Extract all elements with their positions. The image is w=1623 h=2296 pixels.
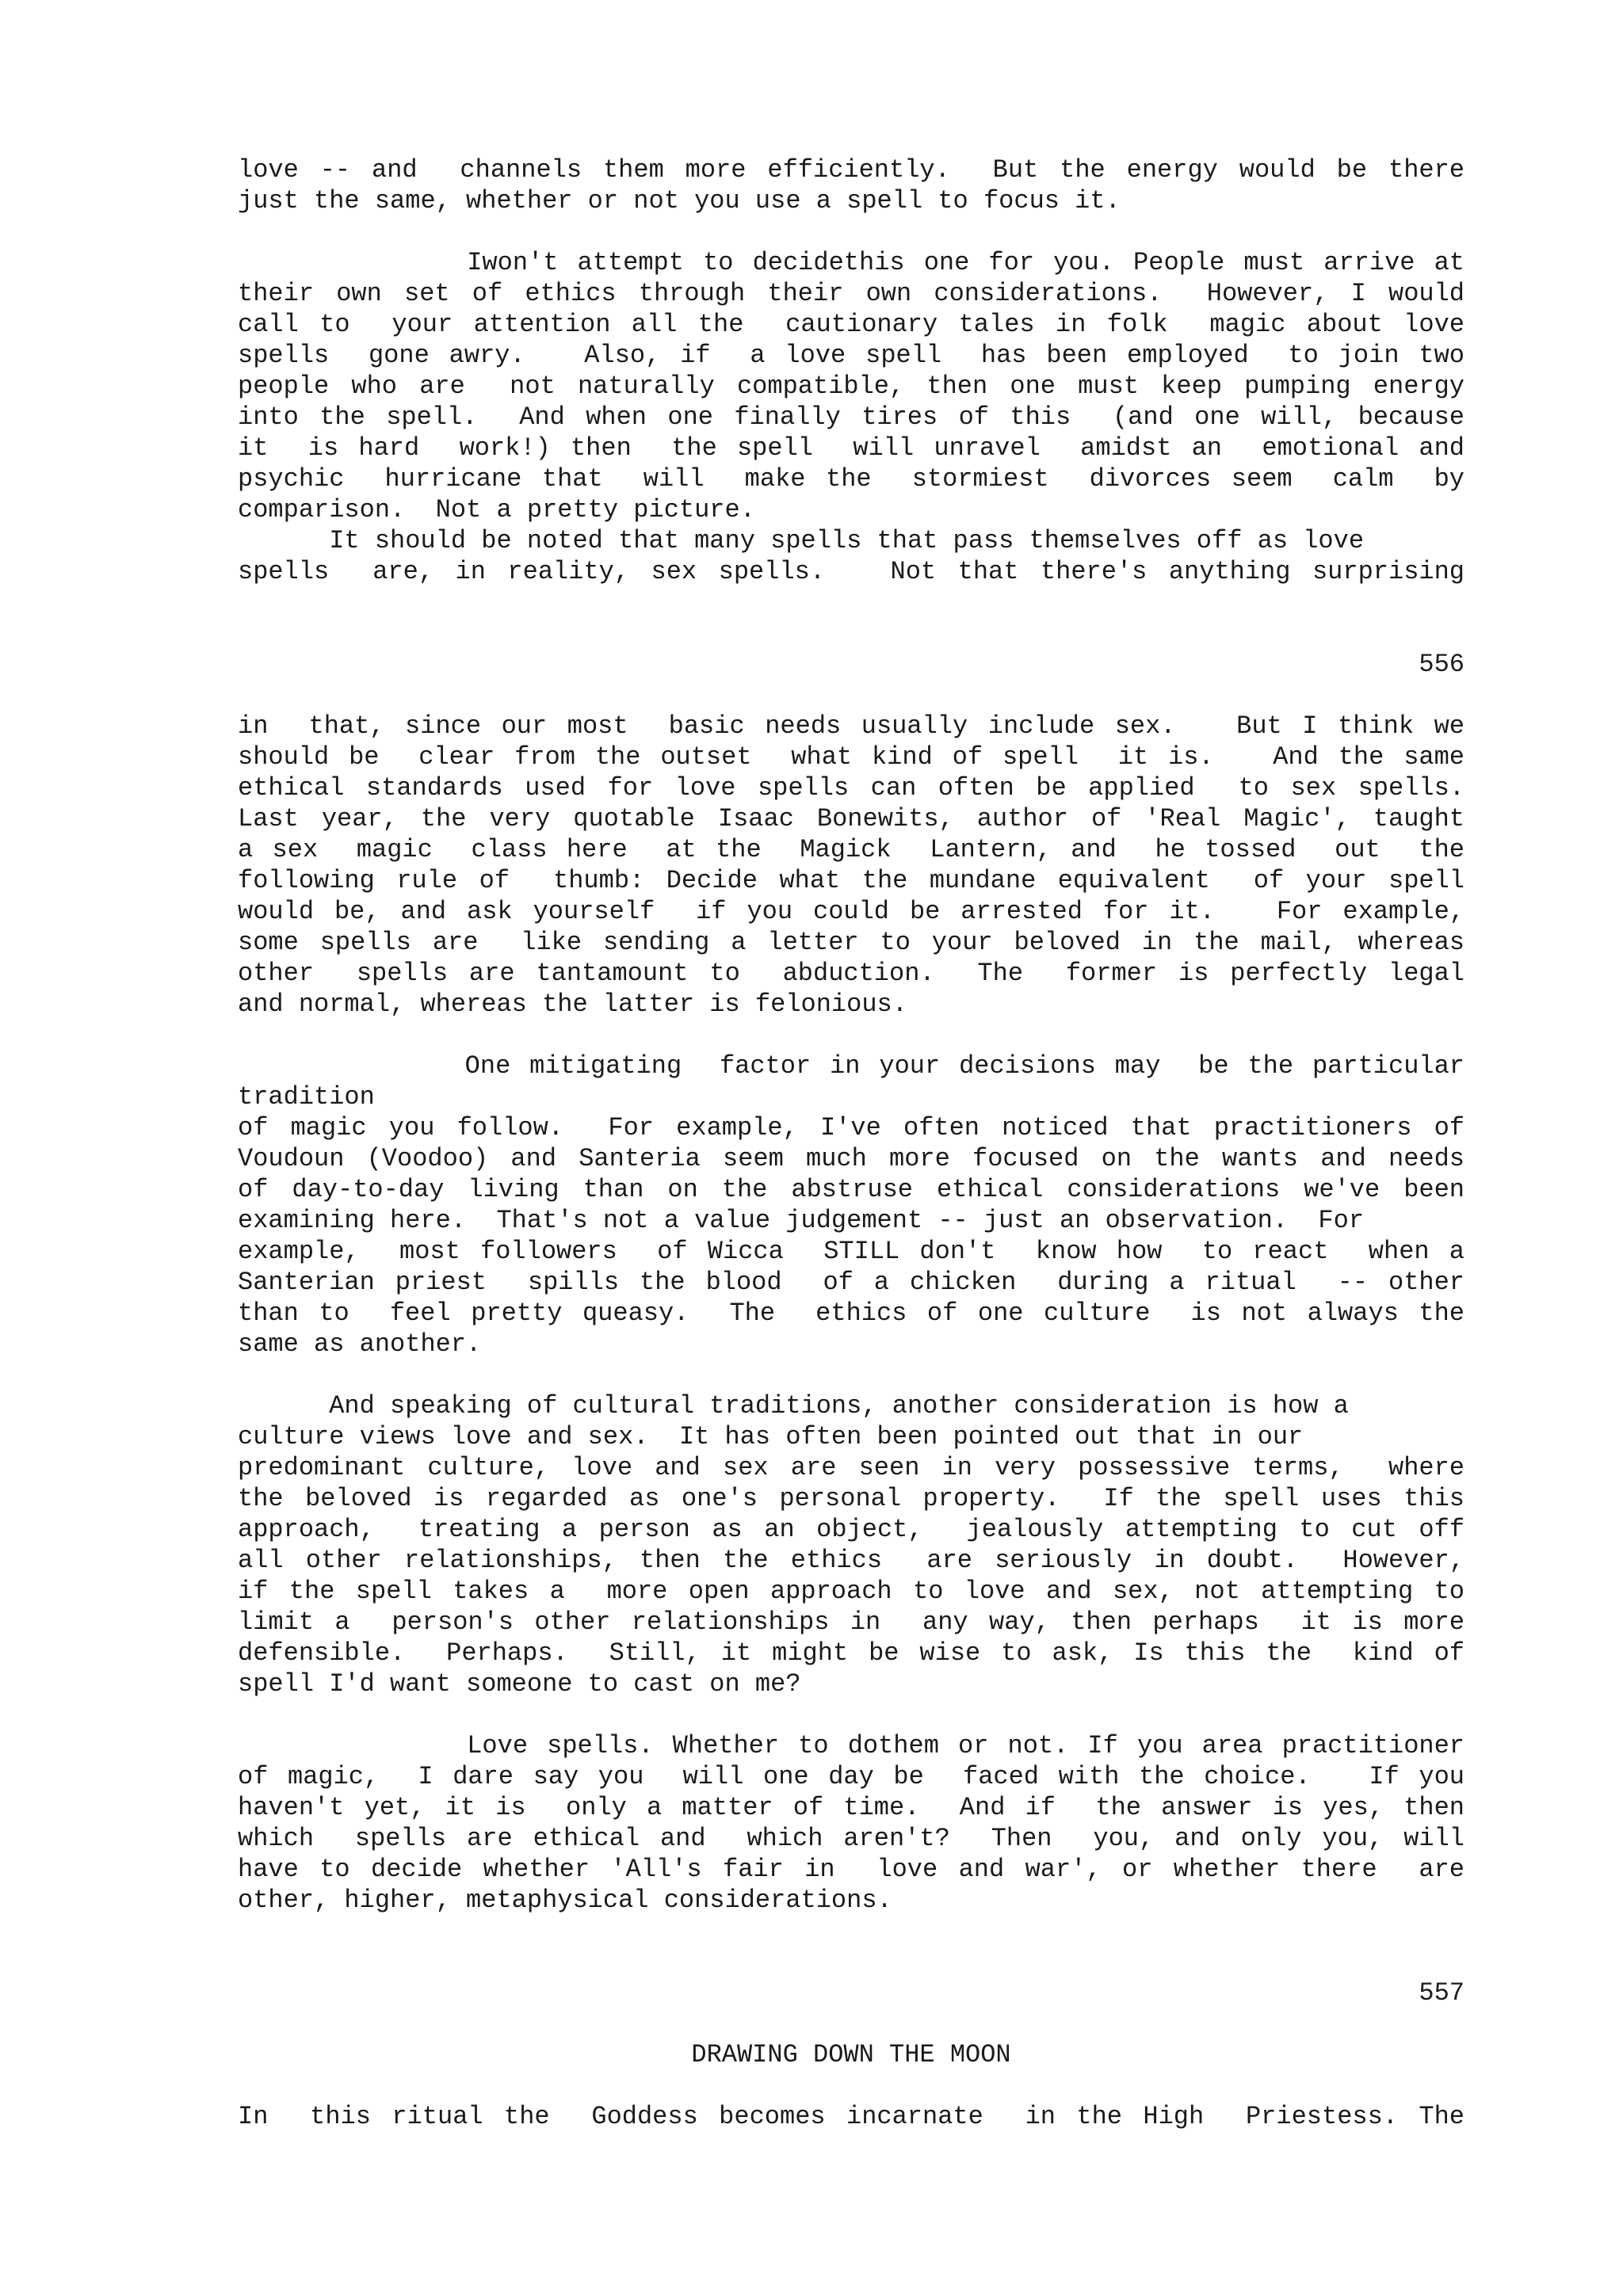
paragraph-line: comparison. Not a pretty picture. <box>238 495 755 524</box>
paragraph-line: other, higher, metaphysical considerations. <box>238 1886 892 1915</box>
paragraph-line: Santerian priest spills the blood of a chicken during a ritual -- other <box>238 1268 1465 1297</box>
paragraph-line: limit a person's other relationships in any way, then perhaps it is more <box>238 1608 1465 1637</box>
paragraph-line: it is hard work!) then the spell will unravel amidst an emotional and <box>238 433 1465 463</box>
paragraph-line: defensible. Perhaps. Still, it might be wise to ask, Is this the kind of <box>238 1638 1465 1668</box>
paragraph-line: just the same, whether or not you use a spell to focus it. <box>238 186 1121 215</box>
paragraph-line: and normal, whereas the latter is felonious. <box>238 990 907 1019</box>
paragraph-line: a sex magic class here at the Magick Lantern, and he tossed out the <box>238 835 1465 864</box>
paragraph-line: In this ritual the Goddess becomes incarnate in the High Priestess. The <box>238 2102 1465 2131</box>
paragraph-line: into the spell. And when one finally tires of this (and one will, because <box>238 402 1465 432</box>
paragraph-line: of magic you follow. For example, I've often noticed that practitioners of <box>238 1113 1465 1142</box>
paragraph-line: examining here. That's not a value judgement -- just an observation. For <box>238 1206 1365 1235</box>
paragraph-line: predominant culture, love and sex are seen in very possessive terms, where <box>238 1453 1465 1482</box>
paragraph-line: Last year, the very quotable Isaac Bonewits, author of 'Real Magic', taught <box>238 804 1465 833</box>
paragraph-line: all other relationships, then the ethics are seriously in doubt. However, <box>238 1546 1465 1575</box>
paragraph-line: the beloved is regarded as one's personal property. If the spell uses this <box>238 1484 1465 1513</box>
paragraph-line: other spells are tantamount to abduction. The former is perfectly legal <box>238 959 1465 988</box>
paragraph-line: should be clear from the outset what kind of spell it is. And the same <box>238 742 1465 772</box>
section-heading: DRAWING DOWN THE MOON <box>691 2040 1011 2069</box>
paragraph-line: ethical standards used for love spells can often be applied to sex spells. <box>238 773 1465 803</box>
paragraph-line: in that, since our most basic needs usually include sex. But I think we <box>238 711 1465 741</box>
paragraph-line: call to your attention all the cautionary tales in folk magic about love <box>238 310 1465 339</box>
paragraph-line: than to feel pretty queasy. The ethics of one culture is not always the <box>238 1299 1465 1328</box>
paragraph-line: psychic hurricane that will make the stormiest divorces seem calm by <box>238 464 1465 494</box>
paragraph-line: spell I'd want someone to cast on me? <box>238 1669 801 1699</box>
paragraph-line: same as another. <box>238 1329 482 1359</box>
paragraph-line: tradition <box>238 1082 375 1112</box>
paragraph-line: haven't yet, it is only a matter of time. And if the answer is yes, then <box>238 1793 1465 1822</box>
paragraph-line: Iwon't attempt to decidethis one for you. People must arrive at <box>238 248 1465 277</box>
paragraph-line: would be, and ask yourself if you could be arrested for it. For example, <box>238 897 1465 926</box>
paragraph-line: And speaking of cultural traditions, another consideration is how a <box>238 1391 1349 1421</box>
page-number-556: 556 <box>1419 650 1465 679</box>
paragraph-line: One mitigating factor in your decisions may be the particular <box>238 1051 1465 1081</box>
paragraph-line: culture views love and sex. It has often been pointed out that in our <box>238 1422 1304 1451</box>
paragraph-line: approach, treating a person as an object, jealously attempting to cut off <box>238 1515 1465 1544</box>
page-number-557: 557 <box>1419 1978 1465 2008</box>
paragraph-line: of day-to-day living than on the abstruse ethical considerations we've been <box>238 1175 1465 1204</box>
paragraph-line: It should be noted that many spells that pass themselves off as love <box>238 526 1365 555</box>
paragraph-line: Love spells. Whether to dothem or not. If you area practitioner <box>238 1731 1465 1760</box>
paragraph-line: some spells are like sending a letter to your beloved in the mail, whereas <box>238 928 1465 957</box>
paragraph-line: their own set of ethics through their own considerations. However, I would <box>238 279 1465 308</box>
paragraph-line: love -- and channels them more efficiently. But the energy would be there <box>238 155 1465 185</box>
paragraph-line: example, most followers of Wicca STILL don't know how to react when a <box>238 1237 1465 1266</box>
paragraph-line: if the spell takes a more open approach to love and sex, not attempting to <box>238 1577 1465 1606</box>
paragraph-line: which spells are ethical and which aren't? Then you, and only you, will <box>238 1824 1465 1853</box>
paragraph-line: following rule of thumb: Decide what the mundane equivalent of your spell <box>238 866 1465 895</box>
paragraph-line: people who are not naturally compatible, then one must keep pumping energy <box>238 372 1465 401</box>
paragraph-line: have to decide whether 'All's fair in love and war', or whether there are <box>238 1855 1465 1884</box>
paragraph-line: spells gone awry. Also, if a love spell has been employed to join two <box>238 341 1465 370</box>
paragraph-line: of magic, I dare say you will one day be faced with the choice. If you <box>238 1762 1465 1791</box>
paragraph-line: Voudoun (Voodoo) and Santeria seem much more focused on the wants and needs <box>238 1144 1465 1173</box>
paragraph-line: spells are, in reality, sex spells. Not that there's anything surprising <box>238 557 1465 586</box>
